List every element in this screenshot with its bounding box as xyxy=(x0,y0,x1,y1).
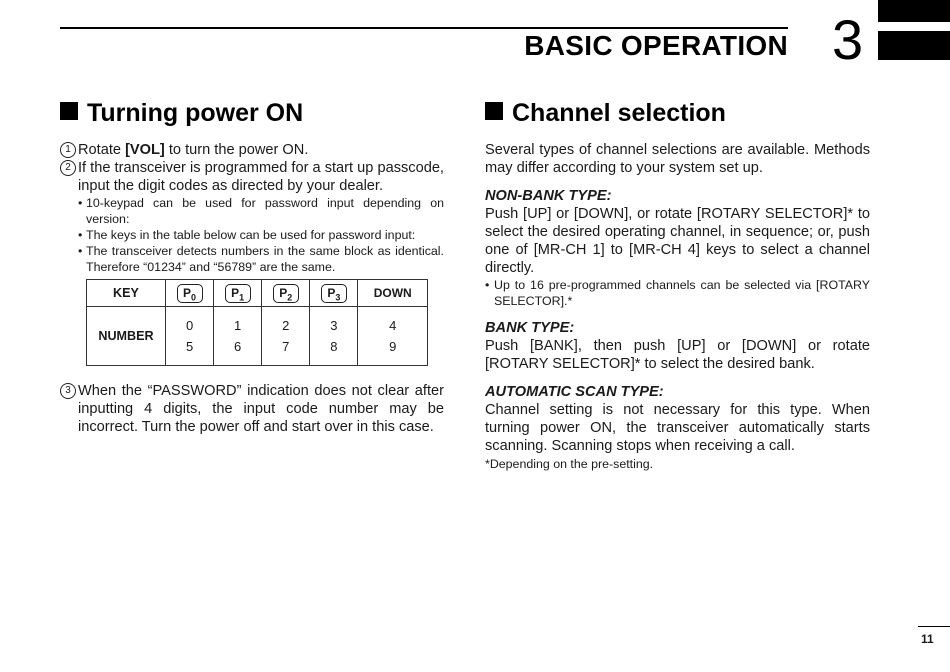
non-bank-heading: NON-BANK TYPE: xyxy=(485,188,612,204)
table-cell-number: 4 9 xyxy=(358,307,428,366)
step-number-2: 2 xyxy=(60,160,76,176)
bullet-item: • The transceiver detects numbers in the same block as identical. Therefore “01234” and “56789” are the same. xyxy=(78,244,444,274)
section-title-channel xyxy=(485,99,726,128)
bullet-item: • 10-keypad can be used for password input depending on version: xyxy=(78,196,444,226)
p0-key-icon: $P_0$ xyxy=(177,284,203,303)
bullet-item: • Up to 16 pre-programmed channels can be selected via [ROTARY SELECTOR].* xyxy=(485,278,870,308)
step-2-text: If the transceiver is programmed for a start up passcode, input the digit codes as directed by your dealer. xyxy=(78,160,444,194)
table-cell-key xyxy=(262,280,310,307)
auto-scan-text: Channel setting is not necessary for this type. When turning power ON, the transceiver automatically starts scanning. Scanning stops when receiving a call. xyxy=(485,402,870,454)
chapter-tab-bar-top xyxy=(878,0,950,22)
p3-key-icon: $P_3$ xyxy=(321,284,347,303)
bank-heading: BANK TYPE: xyxy=(485,320,575,336)
section-title-power-text: Turning power ON xyxy=(87,99,304,127)
page-number: 11 xyxy=(921,632,934,646)
table-cell-down: DOWN xyxy=(358,280,428,307)
password-key-table xyxy=(86,279,428,366)
table-row-keys xyxy=(87,280,428,307)
step-1-key-label: [VOL] xyxy=(125,142,165,158)
bank-text: Push [BANK], then push [UP] or [DOWN] or rotate [ROTARY SELECTOR]* to select the desired bank. xyxy=(485,338,870,372)
step-1-text-pre: Rotate xyxy=(78,142,126,158)
step-1-text-post: to turn the power ON. xyxy=(164,142,309,158)
non-bank-text: Push [UP] or [DOWN], or rotate [ROTARY SELECTOR]* to select the desired operating channel, in sequence; or, push one of [MR-CH 1] to [MR-CH 4] keys to select a channel directly. xyxy=(485,206,870,276)
square-bullet-icon xyxy=(60,102,78,120)
table-row-numbers xyxy=(87,307,428,366)
section-title-channel-text: Channel selection xyxy=(512,99,726,127)
table-header-number: NUMBER xyxy=(87,307,166,366)
footnote: *Depending on the pre-setting. xyxy=(485,457,654,471)
step-2 xyxy=(60,159,444,195)
step-1 xyxy=(60,141,444,159)
section-title-power xyxy=(60,99,303,128)
p1-key-icon: $P_1$ xyxy=(225,284,251,303)
square-bullet-icon xyxy=(485,102,503,120)
p2-key-icon: $P_2$ xyxy=(273,284,299,303)
table-cell-key xyxy=(214,280,262,307)
table-cell-number: 1 6 xyxy=(214,307,262,366)
step-3-text: When the “PASSWORD” indication does not clear after inputting 4 digits, the input code number may be incorrect. Turn the power off and start over in this case. xyxy=(78,383,444,435)
header-rule xyxy=(60,27,788,29)
step-3 xyxy=(60,382,444,436)
table-cell-key xyxy=(166,280,214,307)
table-cell-number: 3 8 xyxy=(310,307,358,366)
footer-rule xyxy=(918,626,950,627)
power-on-step-3 xyxy=(60,382,444,436)
auto-scan-heading: AUTOMATIC SCAN TYPE: xyxy=(485,384,664,400)
power-on-steps xyxy=(60,141,444,275)
channel-selection-body xyxy=(485,141,870,473)
table-cell-key xyxy=(310,280,358,307)
channel-intro: Several types of channel selections are available. Methods may differ according to your system set up. xyxy=(485,142,870,176)
step-number-1: 1 xyxy=(60,142,76,158)
chapter-tab-bar-bottom xyxy=(878,31,950,60)
chapter-number: 3 xyxy=(832,8,864,71)
chapter-title: BASIC OPERATION xyxy=(524,30,788,61)
table-header-key: KEY xyxy=(87,280,166,307)
table-cell-number: 0 5 xyxy=(166,307,214,366)
table-cell-number: 2 7 xyxy=(262,307,310,366)
step-number-3: 3 xyxy=(60,383,76,399)
bullet-item: • The keys in the table below can be used for password input: xyxy=(78,228,416,242)
